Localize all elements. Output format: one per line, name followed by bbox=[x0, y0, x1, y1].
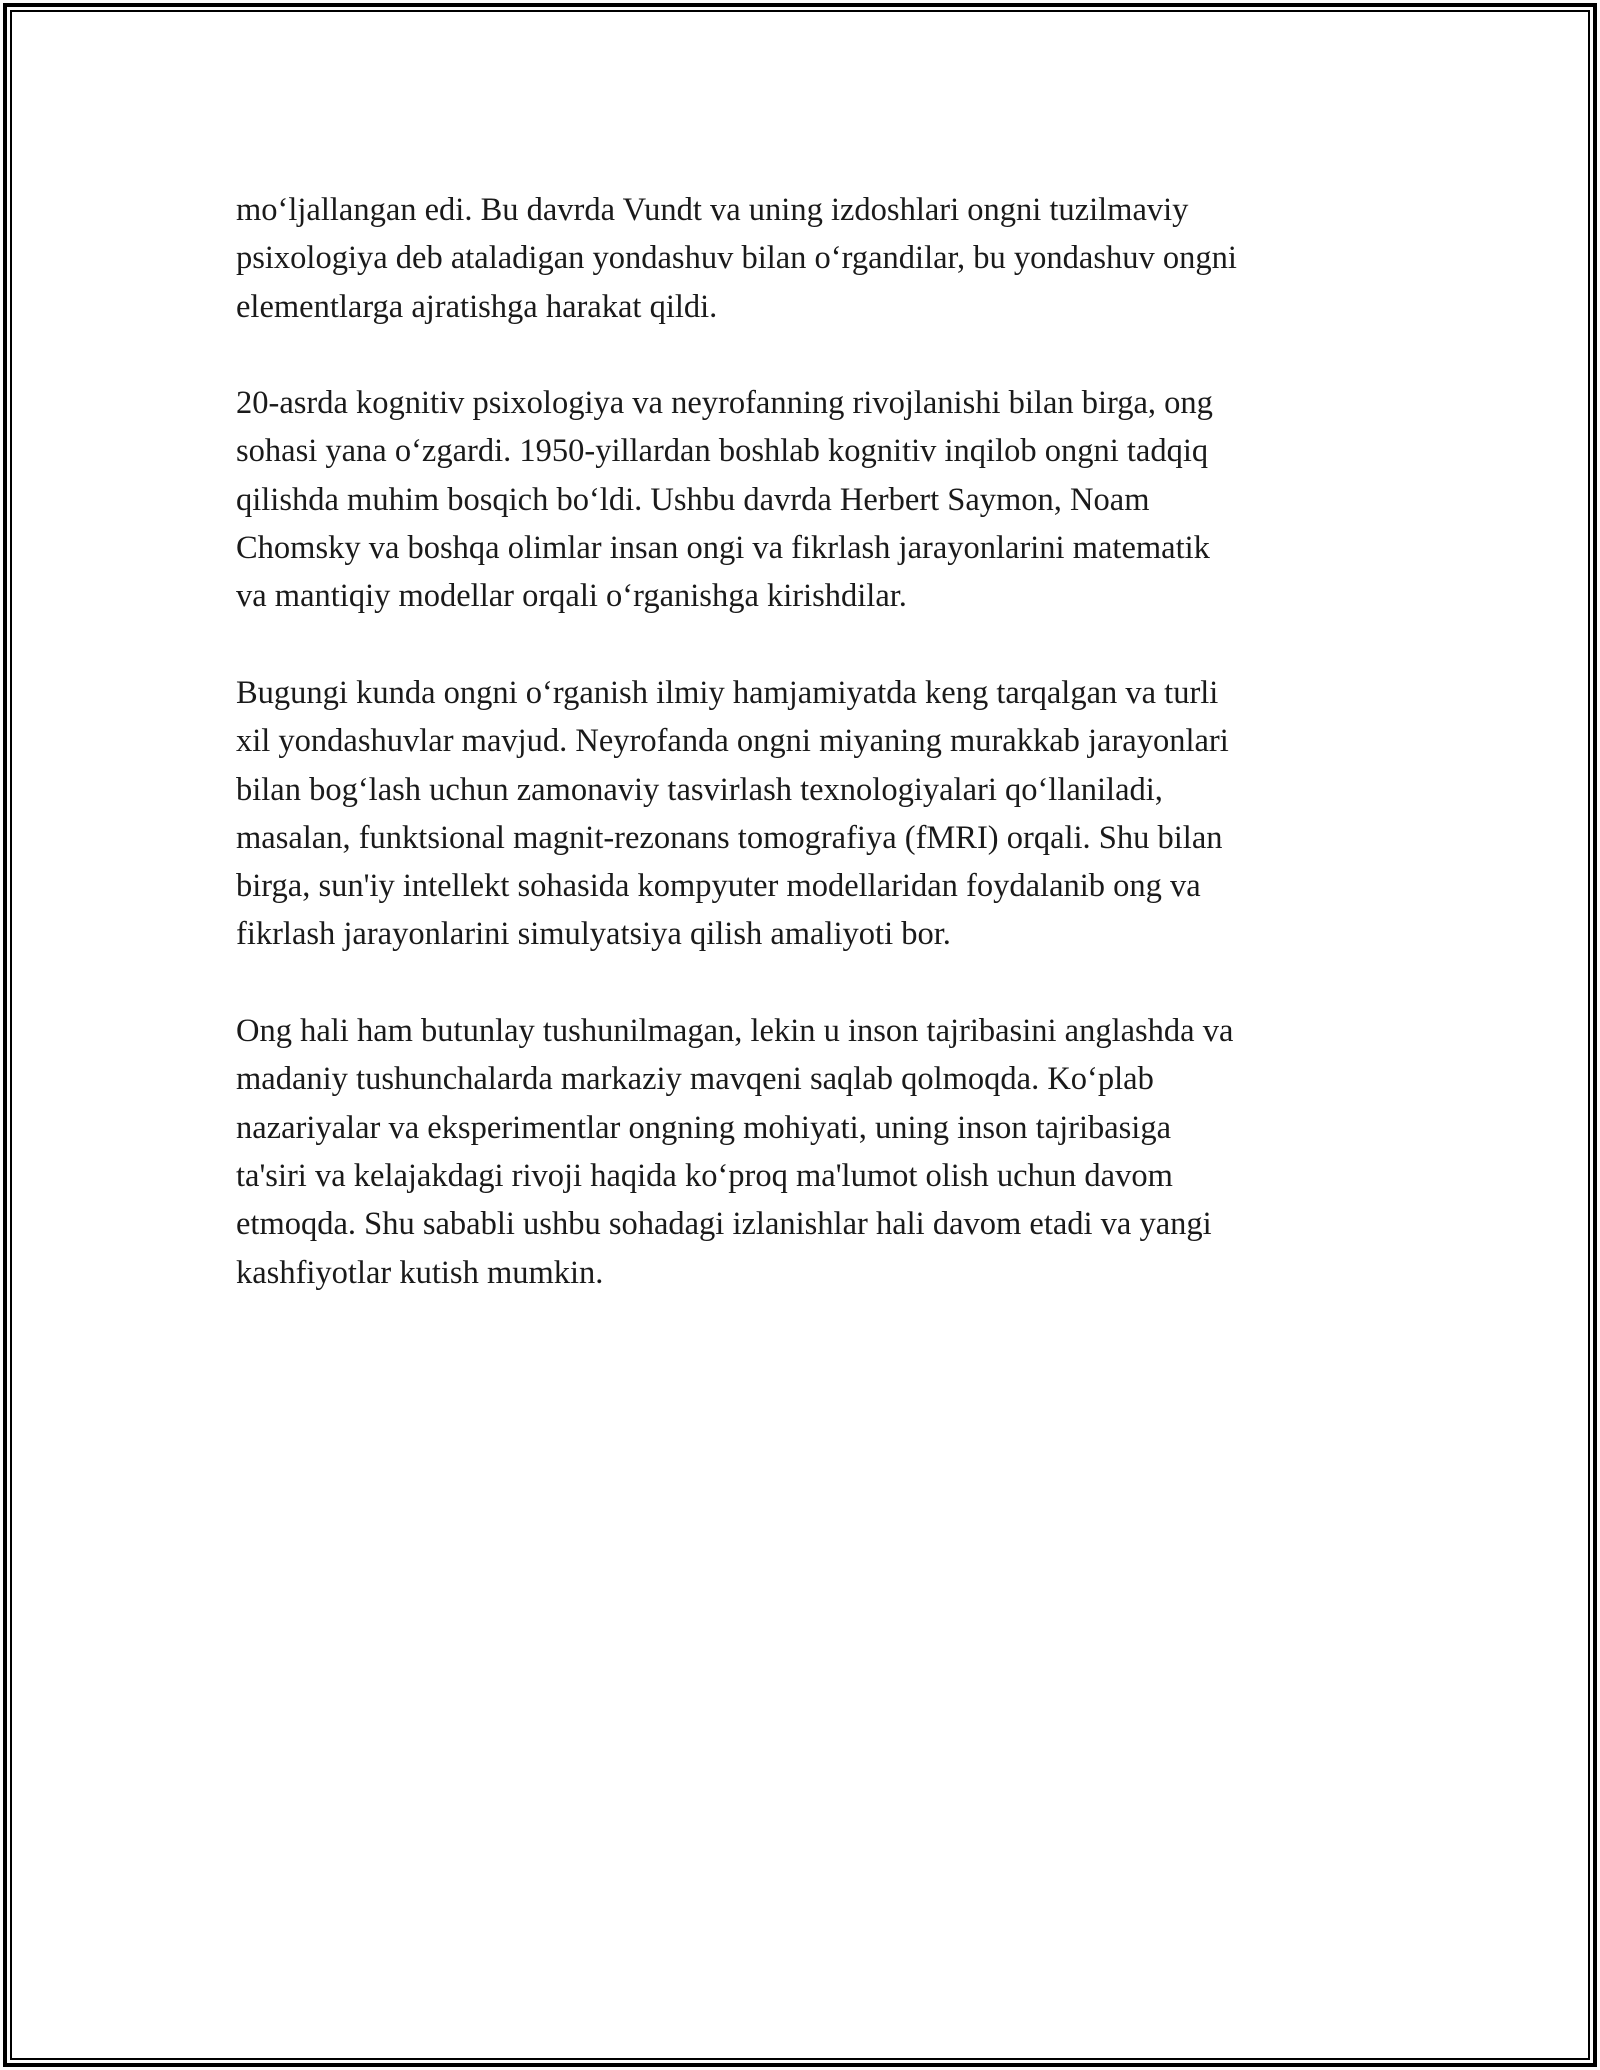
text-line: birga, sun'iy intellekt sohasida kompyuter modellaridan foydalanib ong va bbox=[236, 868, 1201, 905]
text-line: elementlarga ajratishga harakat qildi. bbox=[236, 288, 718, 325]
text-line: psixologiya deb ataladigan yondashuv bilan o‘rgandilar, bu yondashuv ongni bbox=[236, 240, 1237, 277]
document-body bbox=[236, 186, 1376, 1345]
text-line: qilishda muhim bosqich bo‘ldi. Ushbu davrda Herbert Saymon, Noam bbox=[236, 481, 1150, 518]
text-line: xil yondashuvlar mavjud. Neyrofanda ongni miyaning murakkab jarayonlari bbox=[236, 723, 1229, 760]
text-line: Ong hali ham butunlay tushunilmagan, lekin u inson tajribasini anglashda va bbox=[236, 1013, 1234, 1050]
text-line: etmoqda. Shu sababli ushbu sohadagi izlanishlar hali davom etadi va yangi bbox=[236, 1206, 1212, 1243]
text-line: mo‘ljallangan edi. Bu davrda Vundt va uning izdoshlari ongni tuzilmaviy bbox=[236, 192, 1189, 228]
text-line: Chomsky va boshqa olimlar insan ongi va fikrlash jarayonlarini matematik bbox=[236, 530, 1210, 567]
text-line: masalan, funktsional magnit-rezonans tomografiya (fMRI) orqali. Shu bilan bbox=[236, 819, 1223, 856]
text-line: ta'siri va kelajakdagi rivoji haqida ko‘proq ma'lumot olish uchun davom bbox=[236, 1157, 1173, 1194]
text-line: nazariyalar va eksperimentlar ongning mohiyati, uning inson tajribasiga bbox=[236, 1109, 1172, 1146]
text-line: va mantiqiy modellar orqali o‘rganishga kirishdilar. bbox=[236, 578, 907, 615]
paragraph-4 bbox=[236, 1007, 1376, 1297]
text-line: fikrlash jarayonlarini simulyatsiya qilish amaliyoti bor. bbox=[236, 916, 951, 953]
text-line: bilan bog‘lash uchun zamonaviy tasvirlash texnologiyalari qo‘llaniladi, bbox=[236, 771, 1163, 808]
text-line: 20-asrda kognitiv psixologiya va neyrofanning rivojlanishi bilan birga, ong bbox=[236, 385, 1213, 422]
paragraph-3 bbox=[236, 669, 1376, 959]
text-line: kashfiyotlar kutish mumkin. bbox=[236, 1254, 604, 1291]
paragraph-1 bbox=[236, 186, 1376, 331]
paragraph-2 bbox=[236, 379, 1376, 620]
text-line: Bugungi kunda ongni o‘rganish ilmiy hamjamiyatda keng tarqalgan va turli bbox=[236, 674, 1219, 711]
text-line: madaniy tushunchalarda markaziy mavqeni saqlab qolmoqda. Ko‘plab bbox=[236, 1061, 1154, 1098]
text-line: sohasi yana o‘zgardi. 1950-yillardan boshlab kognitiv inqilob ongni tadqiq bbox=[236, 433, 1209, 470]
